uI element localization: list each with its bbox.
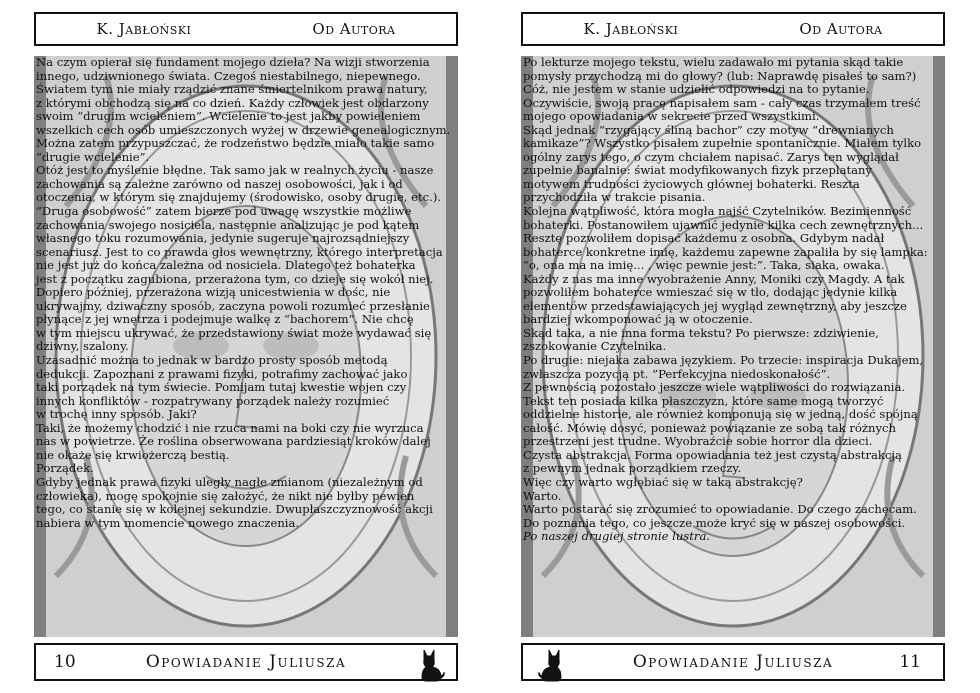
page-body: [34, 56, 458, 637]
text-line: Tekst ten posiada kilka płaszczyzn, które same mogą tworzyć: [523, 393, 884, 408]
text-line: bohaterki. Postanowiłem ujawnić jedynie kilka cech zewnętrznych...: [523, 217, 924, 232]
text-line: swoim “drugim wcieleniem”. Wcielenie to jest jakby powieleniem: [36, 109, 421, 124]
page-number: 10: [54, 652, 76, 672]
text-line: jest z początku zagubiona, przerażona tym, co dzieje się wokół niej.: [36, 271, 434, 286]
text-line: człowieka), mogę spokojnie się założyć, że nikt nie byłby pewien: [36, 488, 415, 503]
text-line: Dopiero później, przerażona wizją unicestwienia w dośc, nie: [36, 285, 391, 300]
text-line: bardziej wkomponować ją w otoczenie.: [523, 312, 753, 327]
text-line: “o, ona ma na imię... , więc pewnie jest:”. Taka, siaka, owaka.: [523, 258, 885, 273]
text-line: taki porządek na tym świecie. Pomijam tutaj kwestie wojen czy: [36, 380, 407, 395]
text-line: zszokowanie Czytelnika.: [523, 339, 667, 354]
text-line: dziwny, szalony.: [36, 339, 129, 354]
text-line: w tym miejscu ukrywać, że przedstawiony świat może wydawać się: [36, 325, 432, 340]
text-line: pomysły przychodzą mi do głowy? (lub: Naprawdę pisałeś to sam?): [523, 68, 917, 83]
text-line: nie jest już do końca zależna od nosiciela. Dlatego też bohaterka: [36, 258, 416, 273]
text-line: nabiera w tym momencie nowego znaczenia.: [36, 515, 300, 530]
text-line: Każdy z nas ma inne wyobrażenie Anny, Moniki czy Magdy. A tak: [523, 271, 905, 286]
text-line: kamikaze”? Wszystko pisałem zupełnie spontanicznie. Miałem tylko: [523, 136, 922, 151]
text-column: [34, 56, 458, 637]
text-line: Oczywiście, swoją pracę napisałem sam - cały czas trzymałem treść: [523, 95, 921, 110]
header-author: K. Jabłoński: [96, 20, 192, 38]
closing-line: Po naszej drugiej stronie lustra.: [523, 529, 711, 544]
page-header: [521, 12, 945, 46]
page-body: [521, 56, 945, 637]
header-author: K. Jabłoński: [583, 20, 679, 38]
text-line: Kolejna wątpliwość, która mogła najść Czytelników. Bezimienność: [523, 204, 912, 219]
text-line: Cóż, nie jestem w stanie udzielić odpowiedzi na to pytanie.: [523, 82, 870, 97]
text-line: nas w powietrze. Że roślina obserwowana pardziesiąt kroków dalej: [36, 434, 431, 449]
header-section: Od Autora: [799, 20, 883, 38]
text-line: tego, co stanie się w kolejnej sekundzie. Dwupłaszczyznowość akcji: [36, 502, 433, 517]
text-line: Warto postarać się zrozumieć to opowiadanie. Do czego zachęcam.: [523, 502, 917, 517]
text-line: zachowania są zależne zarówno od naszej osobowości, jak i od: [36, 176, 403, 191]
text-line: w trochę inny sposób. Jaki?: [36, 407, 197, 422]
text-line: Po drugie: niejaka zabawa językiem. Po trzecie: inspiracja Dukajem,: [523, 353, 924, 368]
text-line: Po lekturze mojego tekstu, wielu zadawało mi pytania skąd takie: [523, 56, 904, 69]
page-footer: [521, 643, 945, 681]
text-line: ukrywajmy, dziwaczny sposób, zaczyna powoli rozumieć przesłanie: [36, 298, 430, 313]
text-line: Do poznania tego, co jeszcze może kryć się w naszej osobowości.: [523, 515, 906, 530]
text-line: zupełnie banalnie: świat modyfikowanych fizyk przeplatany: [523, 163, 873, 178]
text-line: Na czym opierał się fundament mojego dzieła? Na wizji stworzenia: [36, 56, 430, 69]
text-line: Taki, że możemy chodzić i nie rzuca nami na boki czy nie wyrzuca: [36, 420, 424, 435]
text-line: dedukcji. Zapoznani z prawami fizyki, potrafimy zachować jako: [36, 366, 408, 381]
text-line: ogólny zarys tego, o czym chciałem napisać. Zarys ten wyglądał: [523, 149, 899, 164]
text-line: zachowania swojego nosiciela, następnie analizując je pod kątem: [36, 217, 420, 232]
text-line: Można zatem przypuszczać, że rodzeństwo będzie miało takie samo: [36, 136, 435, 151]
text-line: Skąd jednak “rzygający śliną bachor” czy motyw “drewnianych: [523, 122, 894, 137]
text-line: przestrzeni jest trudne. Wyobraźcie sobie horror dla dzieci.: [523, 434, 873, 449]
text-line: motywem trudności życiowych głównej bohaterki. Reszta: [523, 176, 860, 191]
text-line: oddzielne historie, ale również komponują się w jedną, dość spójną: [523, 407, 918, 422]
text-line: przychodziła w trakcie pisania.: [523, 190, 706, 205]
text-line: elementów przedstawiających jej wygląd zewnętrzny, aby jeszcze: [523, 298, 907, 313]
text-line: otoczenia, w którym się znajdujemy (środowisko, osoby drugie, etc.).: [36, 190, 442, 205]
text-line: innych konfliktów - rozpatrywany porządek należy rozumieć: [36, 393, 390, 408]
text-line: innego, udziwnionego świata. Czegoś niestabilnego, niepewnego.: [36, 68, 421, 83]
text-column: [521, 56, 945, 637]
header-section: Od Autora: [312, 20, 396, 38]
text-line: pozwoliłem bohaterce wmieszać się w tło, dodając jedynie kilka: [523, 285, 898, 300]
text-line: Resztę pozwoliłem dopisać każdemu z osobna. Gdybym nadał: [523, 231, 885, 246]
text-line: z którymi obchodzą się na co dzień. Każdy człowiek jest obdarzony: [36, 95, 429, 110]
text-line: Z pewnością pozostało jeszcze wiele wątpliwości do rozwiązania.: [523, 380, 906, 395]
text-line: Otóż jest to myślenie błędne. Tak samo jak w realnych życiu - nasze: [36, 163, 434, 178]
text-line: wszelkich cech osób umieszczonych wyżej w drzewie genealogicznym.: [36, 122, 451, 137]
page-footer: [34, 643, 458, 681]
text-line: bohaterce konkretne imię, każdemu zapewne zapaliła by się lampka:: [523, 244, 928, 259]
text-line: Gdyby jednak prawa fizyki uległy nagłe zmianom (niezależnym od: [36, 474, 423, 489]
text-line: Skąd taka, a nie inna forma tekstu? Po pierwsze: zdziwienie,: [523, 325, 879, 340]
text-line: zwłaszcza pozycją pt. ”Perfekcyjna niedoskonałość”.: [523, 366, 831, 381]
text-line: Uzasadnić można to jednak w bardzo prosty sposób metodą: [36, 353, 388, 368]
text-line: z pewnym jednak porządkiem rzeczy.: [523, 461, 742, 476]
text-line: scenariusz. Jest to co prawda głos wewnętrzny, którego interpretacja: [36, 244, 443, 259]
text-line: Światem tym nie miały rządzić znane śmiertelnikom prawa natury,: [36, 82, 428, 97]
footer-title: Opowiadanie Juliusza: [145, 652, 347, 672]
text-line: nie okaże się krwiożerczą bestią.: [36, 447, 230, 462]
text-line: Warto.: [523, 488, 562, 503]
text-line: mojego opowiadania w sekrecie przed wszystkimi.: [523, 109, 820, 124]
text-line: całość. Mówię dosyć, ponieważ powiązanie ze sobą tak różnych: [523, 420, 896, 435]
page-header: [34, 12, 458, 46]
text-line: “Druga osobowość” zatem bierze pod uwagę wszystkie możliwe: [36, 204, 412, 219]
text-line: płynące z jej wnętrza i podejmuje walkę z “bachorem”. Nie chcę: [36, 312, 414, 327]
page-number: 11: [899, 652, 921, 672]
text-line: Porządek.: [36, 461, 94, 476]
text-line: własnego toku rozumowania, jedynie sugeruje najrozsądniejszy: [36, 231, 410, 246]
right-page: [521, 0, 947, 693]
cat-silhouette-icon: [418, 648, 446, 682]
text-line: Czysta abstrakcja. Forma opowiadania też jest czystą abstrakcją: [523, 447, 902, 462]
text-line: “drugie wcielenie”.: [36, 149, 150, 164]
left-page: [34, 0, 460, 693]
text-line: Więc czy warto wgłębiać się w taką abstrakcję?: [523, 474, 803, 489]
footer-title: Opowiadanie Juliusza: [632, 652, 834, 672]
